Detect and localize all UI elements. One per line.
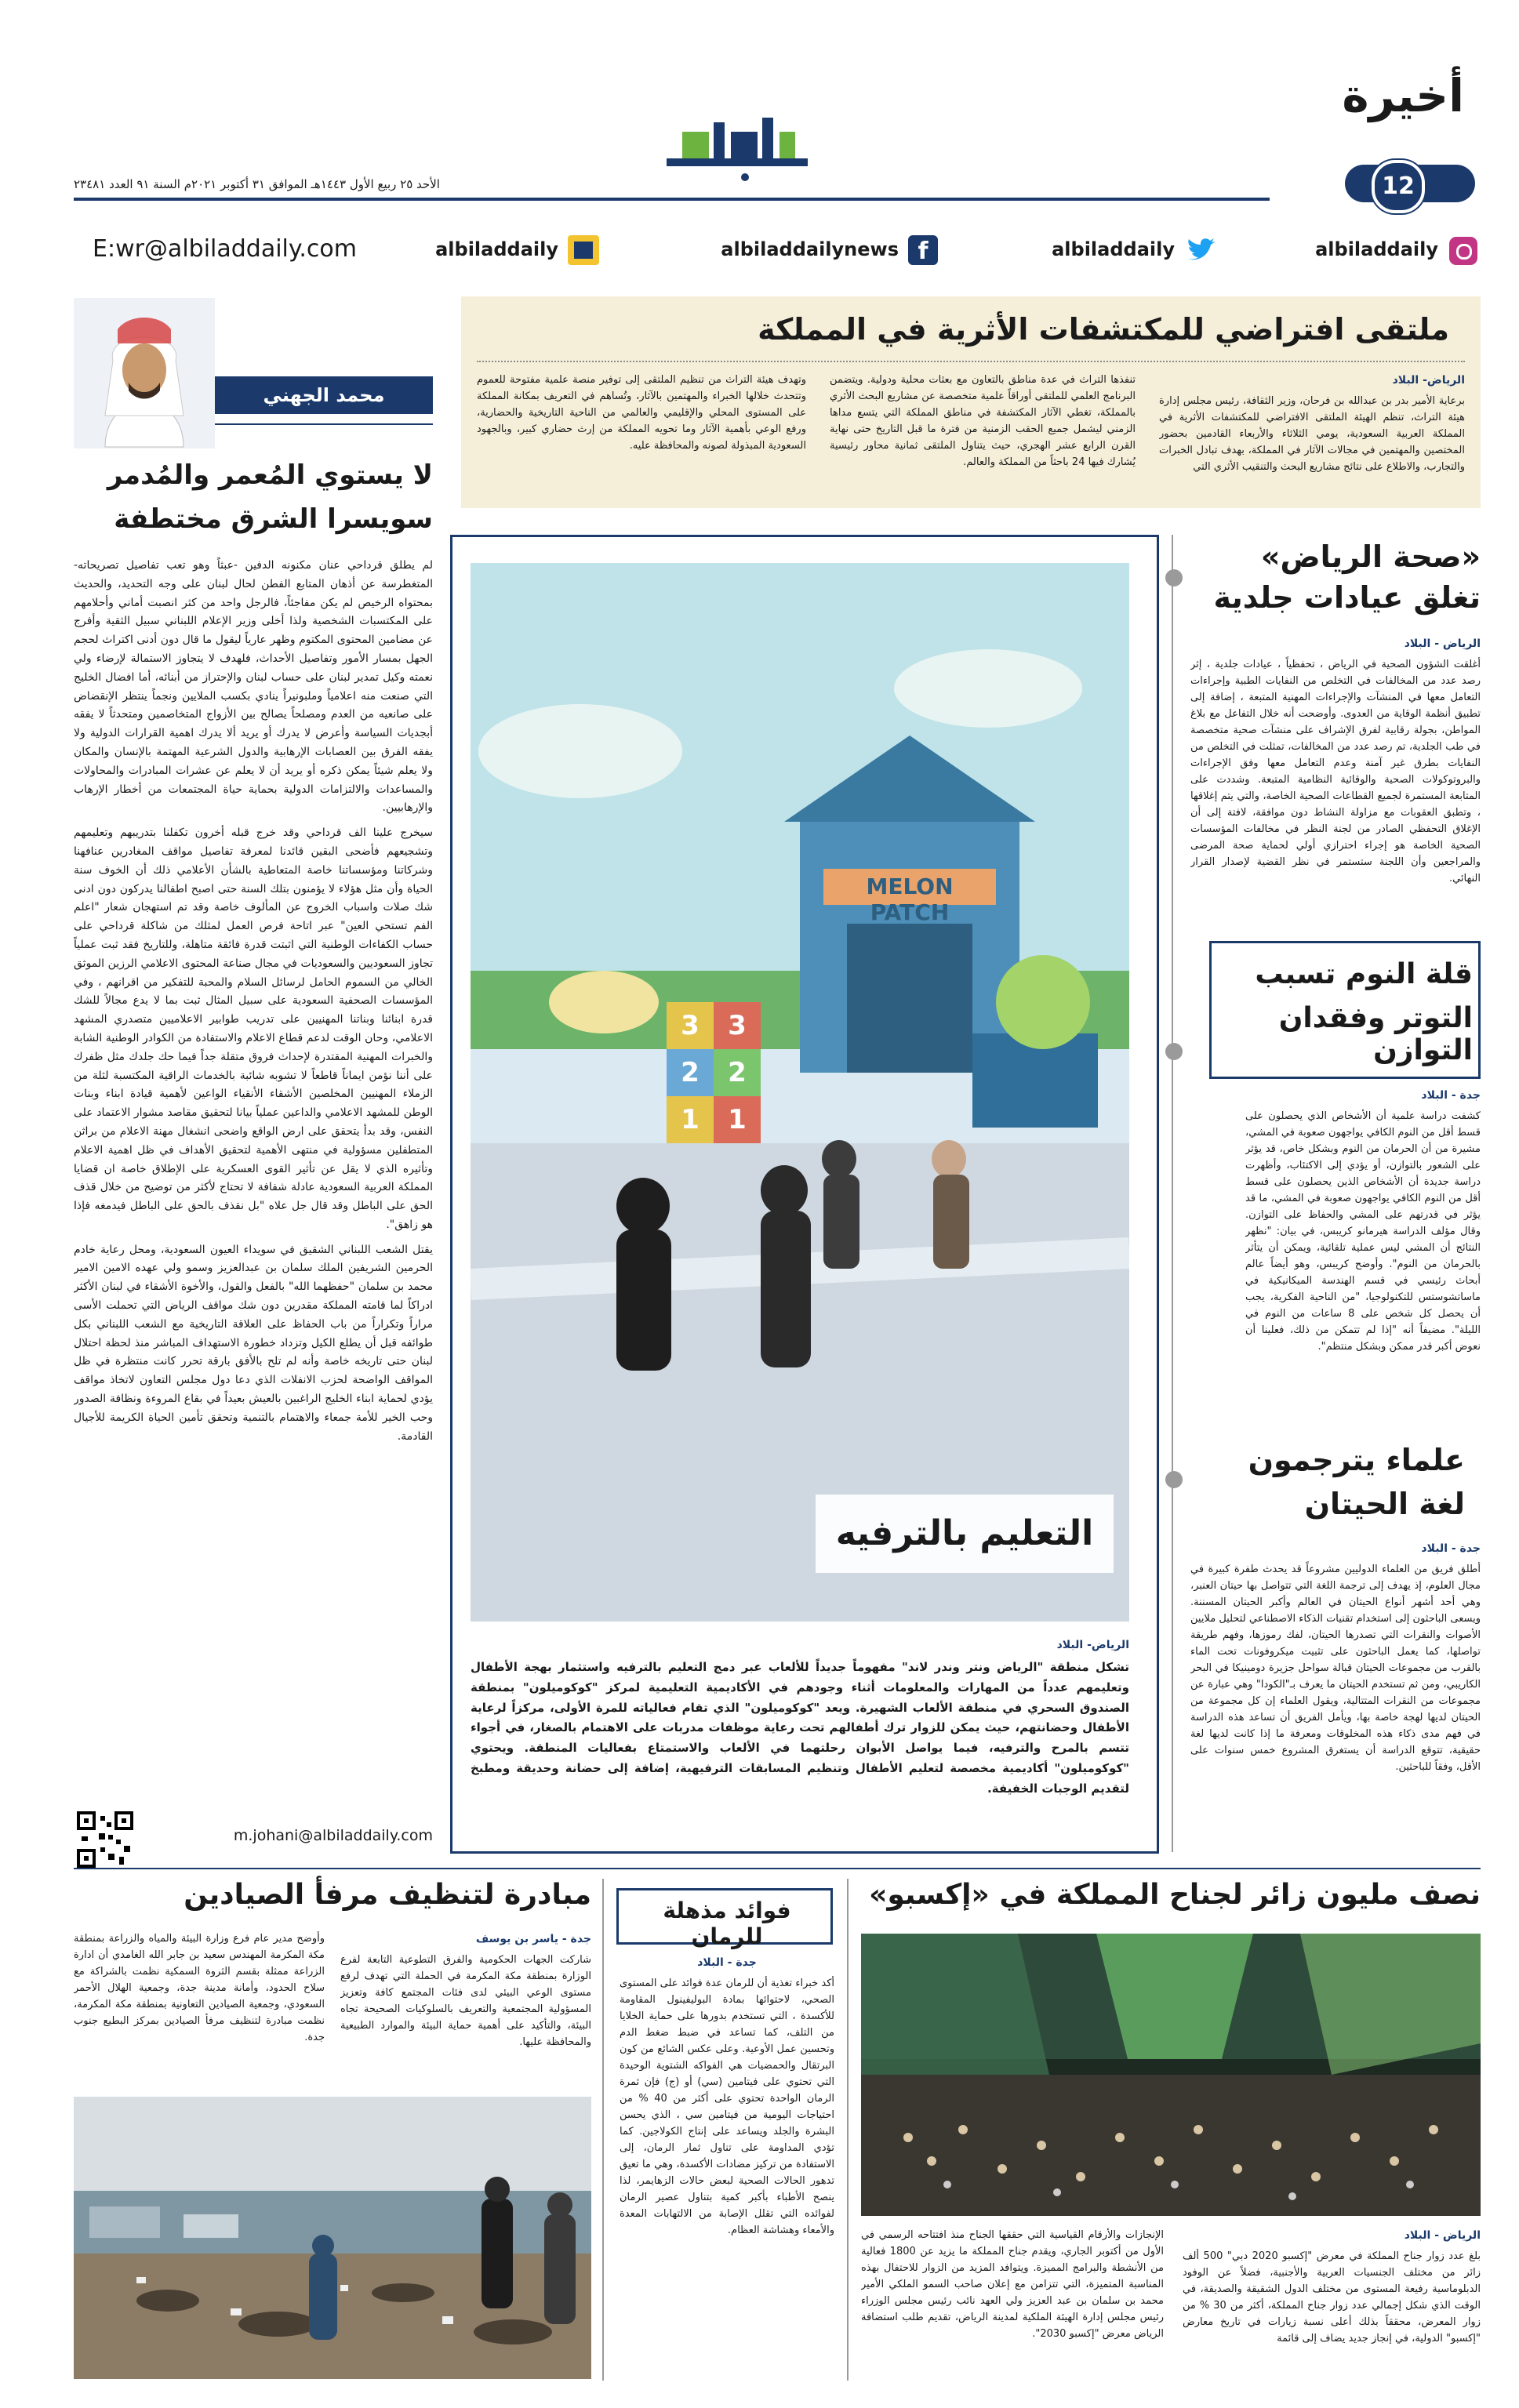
column-headline-1: لا يستوي المُعمر والمُدمر xyxy=(107,459,433,491)
top-story-divider xyxy=(477,361,1465,362)
pomegranate-text: أكد خبراء تغذية أن للرمان عدة فوائد على المستوى الصحي، لاحتوائها بمادة البوليفينول المقاومة للأكسدة ، التي تستخدم بدورها على حماية الخلايا من التلف، كما تساعد في ضبط ضغط الدم وتحسين عمل الأوعية. وعلى عكس الشائع من كون البرتقال والحمضيات هي الفواكه الشتوية الوحيدة التي تحتوي على فيتامين (سي) أو (ج) فإن ثمرة الرمان الواحدة تحتوي على أكثر من 40 % من احتياجات اليومية من فيتامين سي ، الذي يحسن البشرة والجلد ويساعد على إنتاج الكولاجين. كما تؤدي المداومة على تناول ثمار الرمان، إلى الاستفادة من تركيز مضادات الأكسدة، وهي ما تعيق تدهور الحالات الصحية لبعض حالات الزهايمر، لذا ينصح الأطباء بأكبر كمية بتناول عصير الرمان لفوائده التي تقلل الإصابة من الالتهابات المعدة والأمعاء وهشاشة العظام. xyxy=(620,1977,834,2237)
block-3: 2 xyxy=(681,1057,700,1088)
section-title: أخيرة xyxy=(1342,69,1464,122)
fishermen-photo xyxy=(74,2097,591,2379)
story2-headline-2: التوتر وفقدان التوازن xyxy=(1278,1002,1473,1066)
top-story-col1-text: برعاية الأمير بدر بن عبدالله بن فرحان، وزير الثقافة، رئيس مجلس إدارة هيئة التراث، تنظم الهيئة الملتقى الافتراضي للمكتشفات الأثرية في المملكة العربية السعودية، يومي الثلاثاء والأربعاء القادمين بحضور المختصين والمهتمين في مجالات الآثار في المملكة، بهدف تبادل الخبرات والتجارب، والاطلاع على نتائج مشاريع البحث والتنقيب الأثري التي xyxy=(1159,394,1465,473)
number-blocks xyxy=(667,1002,761,1143)
story1-byline: الرياض - البلاد xyxy=(1404,637,1481,650)
story3-body xyxy=(1190,1540,1481,1854)
expo-byline: الرياض - البلاد xyxy=(1404,2229,1481,2242)
author-photo xyxy=(74,298,215,449)
sidebar-story-whales xyxy=(1183,1443,1481,1858)
story1-text: أغلقت الشؤون الصحية في الرياض ، تحفظياً ، عيادات جلدية ، إثر رصد عدد من المخالفات في التخلص من النفايات الطبية وإجراءات التعامل معها في المنشآت والإجراءات المهنية المتبعة ، إضافة إلى تطبيق أنظمة الوقاية من العدوى. وأوضحت أنه خلال التفاعل مع بلاغ المواطن، بجولة رقابية لفرق الإشراف على منشآت صحية متخصصة في طب الجلدية، تم رصد عدد من المخالفات، تمثلت في التخلص من النفايات بطرق غير آمنة وعدم التعامل معها وفق الإجراءات والبروتوكولات الصحية والوقائية النظامية المتبعة. وشددت على المتابعة المستمرة لجميع القطاعات الصحية الخاصة، والتي يتم إغلاقها ، وتطبق العقوبات مع مزاولة النشاط دون موافقة، لافتة إلى أن الإغلاق التحفظي الصادر من لجنة النظر في مخالفات المؤسسات الصحية الخاصة هو إجراء احترازي أولي لحماية صحة المرضى والمراجعين وأن اللجنة ستستمر في نظر القضية لإصدار القرار النهائي. xyxy=(1190,658,1481,885)
feature-body: تشكل منطقة "الرياض ونتر وندر لاند" مفهوماً جديداً للألعاب عبر دمج التعليم بالترفيه واستثمار بهجة الأطفال وتعليمهم عدداً من المهارات والمعلومات أثناء وجودهم في الأكاديمية التعليمية لمركز "كوكوميلون" بمنطقة الصندوق السحري في منطقة الألعاب الشهيرة. ويعد "كوكوميلون" الذي تقام فعالياته للمرة الأولى، مركزاً لرعاية الأطفال وحضانتهم، حيث يمكن للزوار ترك أطفالهم تحت رعاية موظفات مدربات على الاهتمام بالصغار، في أجواء تتسم بالمرح والترفيه، فيما يواصل الأبوان رحلتهما في الألعاب والاستمتاع بفعاليات المنطقة. ويحتوي "كوكوميلون" أكاديمية مخصصة لتعليم الأطفال وتنظيم المسابقات الترفيهية، إضافة إلى حضانة وحديقة ومطبخ لتقديم الوجبات الخفيفة. xyxy=(471,1660,1129,1796)
expo-photo xyxy=(861,1934,1481,2216)
story2-body xyxy=(1245,1087,1481,1424)
email-link[interactable]: E:wr@albiladdaily.com xyxy=(93,235,357,263)
column-headline-2: سويسرا الشرق مختطفة xyxy=(114,503,433,535)
top-story-col2: تنفذها التراث في عدة مناطق بالتعاون مع بعثات محلية ودولية. ويتضمن البرنامج العلمي للملتقى أوراقاً علمية متخصصة عن مشاريع البحث الأثري بالمملكة، تغطي الآثار المكتشفة في مناطق المملكة التي يتسع مداها الزمني ليشمل جميع الحقب الزمنية من فترة ما قبل التاريخ حتى نهاية القرن الرابع عشر الهجري، حيث يتناول الملتقى ثمانية محاور رئيسية يُشارك فيها 24 باحثاً من المملكة والعالم. xyxy=(830,374,1136,469)
story3-headline-2: لغة الحيتان xyxy=(1304,1487,1465,1521)
facebook-icon: f xyxy=(908,235,938,265)
block-4: 2 xyxy=(728,1057,747,1088)
photo-caption-box xyxy=(816,1495,1114,1573)
pomegranate-story xyxy=(605,1879,849,2388)
facebook-handle: albiladdailynews xyxy=(721,238,899,260)
story1-headline-2: تغلق عيادات جلدية xyxy=(1213,580,1481,615)
story1-bullet-icon xyxy=(1165,569,1183,587)
fishermen-byline: جدة - ياسر بن يوسف xyxy=(475,1933,591,1945)
top-story-col1 xyxy=(1159,372,1465,505)
story2-byline: جدة - البلاد xyxy=(1421,1089,1481,1102)
block-1: 3 xyxy=(681,1010,700,1041)
instagram-link[interactable] xyxy=(1266,234,1477,268)
top-story-byline: الرياض- البلاد xyxy=(1392,374,1465,387)
block-2: 3 xyxy=(728,1010,747,1041)
fishermen-headline: مبادرة لتنظيف مرفأ الصيادين xyxy=(184,1879,591,1911)
story3-headline-1: علماء يترجمون xyxy=(1248,1443,1465,1477)
albilad-icon xyxy=(568,235,599,265)
expo-col1-text: بلغ عدد زوار جناح المملكة في معرض "إكسبو 2020 دبي" 500 ألف زائر من مختلف الجنسيات العربية والأجنبية، فضلاً عن الوفود الدبلوماسية رفيعة المستوى من مختلف الدول الشقيقة والصديقة، في الوقت الذي شكل إجمالي عدد زوار جناح المملكة، أكثر من 30 % من زوار المعرض، محققاً بذلك أعلى نسبة زيارات في تاريخ معارض "إكسبو" الدولية، في إنجاز جديد يضاف إلى قائمة xyxy=(1183,2250,1481,2344)
facebook-link[interactable] xyxy=(648,234,938,268)
masthead xyxy=(0,0,1519,220)
column-p2: سيخرج علينا الف قرداحي وقد خرج قبله أخرون تكفلنا بتدريبهم وتعليمهم وتشجيعهم فأضحى البقين قائدنا لمعرفة تفاصيل مواقف المغادرين عنافهنا وشركاتنا ومؤسساتنا خاصة المتعاطية بالشأن الأعلامي ذلك أن الخوف سنة الحياة وأن مثل هؤلاء لا يؤمنون بتلك السنة حتى اصبح اطفالنا يدركون دون ادنى شك صلات واسباب الخروج عن المألوف خاصة وقد تم استهجان شعار "اعلم الفم تستحي العين" عبر اتاحة فرص العمل لمثلك من شاكلة قرداحي على حساب الكفاءات الوطنية التي اثبتت قدرة فائقة متاهلة، وللتاريخ فقد ثبت عملياً تجاوز السعوديين والسعوديات في مجال صناعة المحتوى الاعلامي الرزين الموثق الخالي من السموم الحامل لرسائل السلام والمحبة للتفكير من اقرانهم ، وفي المؤسسات الصحفية السعودية على سبيل المثال ثبت بما لا يدع مجالاً للشك قدرة ابنائنا وبناتنا المهنيين على تدريب طوابير الاعلاميين متصدري المشهد الاعلامي، وحان الوقت لدعم قطاع الاعلام والاستفادة من الكوادر الوطنية الشابة والخبرات المهنية المقتدرة لإحداث فروق متقلة جداً فيما حك جلدك مثل ظفرك على أننا نؤمن ايماناً قاطعاً لا تشوبه شائبة بالخدمات الراقية المكتسبة لثلة من الزملاء المهنيين المخلصين الأشقاء الأنقياء الواعين لأهمية قيادة ابناء وبنات الوطن للمشهد الاعلامي والداعين عملياً بيانا لتحقيق مقاصد مشوار الاعتماد على النفس، وقد بدأ يتحقق على ارض الواقع واضحى انشغال مهنة الاعلام من براثن المتطفلين مسؤولية في منتهى الأهمية لتحقيق الأهداف في ظل اهمية الاعلام وتأثيره الذي لا يقل عن تأثير القوى العسكرية على الإطلاق خاصة ان قضايا المملكة العربية السعودية عادلة شفافة لا تحتاج لأكثر من توضيح من خلال قذف الحق على الباطل وقد قال جل علاه "بل نقذف بالحق على الباطل فيدمغه فإذا هو زاهق". xyxy=(74,826,433,1231)
dateline: الأحد ٢٥ ربيع الأول ١٤٤٣هـ الموافق ٣١ أكتوبر ٢٠٢١م السنة ٩١ العدد ٢٣٤٨١ xyxy=(74,177,440,191)
masthead-rule-left xyxy=(74,198,1270,201)
page-number-circle: 12 xyxy=(1372,160,1425,213)
twitter-handle: albiladdaily xyxy=(1052,238,1175,260)
story1-body xyxy=(1190,635,1481,933)
twitter-icon xyxy=(1184,235,1219,267)
bottom-row-rule xyxy=(74,1868,1481,1869)
pomegranate-body xyxy=(620,1954,834,2377)
story3-byline: جدة - البلاد xyxy=(1421,1542,1481,1555)
story2-headline-1: قلة النوم تسبب xyxy=(1255,958,1473,990)
block-5: 1 xyxy=(681,1104,700,1135)
feature-photo xyxy=(471,563,1129,1622)
twitter-link[interactable] xyxy=(991,234,1219,268)
instagram-handle: albiladdaily xyxy=(1315,238,1438,260)
column-email[interactable]: m.johani@albiladdaily.com xyxy=(233,1827,433,1844)
sidebar-story-sleep xyxy=(1183,941,1481,1427)
feature-byline: الرياض- البلاد xyxy=(1056,1639,1129,1651)
opinion-column xyxy=(74,298,433,1858)
story3-bullet-icon xyxy=(1165,1471,1183,1488)
story1-headline-1: «صحة الرياض» xyxy=(1260,539,1481,574)
melon-patch-sign: MELON PATCH xyxy=(866,873,954,925)
fishermen-col1 xyxy=(340,1930,591,2087)
column-p1: لم يطلق قرداحي عنان مكنونه الدفين -عبثاً وهو تعب تفاصيل تصريحاته- المتغطرسة عن أذهان المتابع الفطن لحال لبنان على وجه التحديد، والحديث بمحتواه الرخيص لم يكن مفاجئاً، فالرجل واحد من كثر انصبت أماني وأحلامهم على المكتسبات الشخصية ولذا أخلى وزير الإعلام اللبناني سبيل الثقية وأفرج عن مضامين المحتوى المكتوم وظهر عارياً ليقول ما قال دون أدنى اكتراث لحجم الجهل بمسار الأمور وتفاصيل الأحداث، فلهدف لا يتجاوز الاستمالة لإرضاء ولي نعمته وكيل تمدير لبنان على حساب لبنان والإحتراز من أبنائه، أما افضال الخليج التي صنعت منه اعلامياً وملبونيراً ينادي بكسب الملايين ونجماً ينتظر الإنقضاض على صانعيه من العدم ومصلحاً يصالح بين الأزواج المتخاصمين ومتحدثاً لا يفقه أبجديات السياسة وأعرض لا يدرك أو يريد ألا يدرك اهمية القرارات الدولية ولا يفقه الفرق بين العصابات الإرهابية والدول الشرعية المهتمة بالإنسان والمكان ولا يعلم شيئاً يمكن ذكره أو يريد أن لا يعلم عن عشرات المبادرات والمحاولات والمساعدات والالتزامات الدولية بحماية حياة المجتمعات من أخطار الإرهاب والإرهابيين. xyxy=(74,559,433,815)
fishermen-col2: وأوضح مدير عام فرع وزارة البيئة والمياه والزراعة بمنطقة مكة المكرمة المهندس سعيد بن جابر الله الغامدي أن ادارة الزراعة ممثلة بقسم الثروة السمكية نظمت بالشراكة مع سلاح الحدود، وأمانة مدينة جدة، وجمعية الهلال الأحمر السعودي، وجمعية الصيادين التعاونية بمنطقة مكة المكرمة، نظمت مبادرة لتنظيف مرفأ الصيادين بمركز البطيع جنوب جدة. xyxy=(74,1933,325,2044)
author-name-bar xyxy=(215,376,433,414)
expo-col1 xyxy=(1183,2227,1481,2384)
top-story-headline: ملتقى افتراضي للمكتشفات الأثرية في المملكة xyxy=(758,312,1449,347)
youtube-handle: albiladdaily xyxy=(435,238,558,260)
story3-text: أطلق فريق من العلماء الدوليين مشروعاً قد يحدث طفرة كبيرة في مجال العلوم، إذ يهدف إلى ترجمة اللغة التي تتواصل بها حيتان العنبر، وهي أحد أشهر أنواع الحيتان في العالم وأكبر الحيتان المسننة. ويسعى الباحثون إلى استخدام تقنيات الذكاء الاصطناعي لتحليل ملايين الأصوات والنقرات التي تصدرها الحيتان، لفك رموزها، وفهم طريقة تواصلها، كما يعمل الباحثون على تثبيت ميكروفونات تحت الماء بالقرب من مجموعات الحيتان قبالة سواحل جزيرة دومينيكا في البحر الكاريبي، ومن ثم تستخدم الحيتان ما يعرف بـ"الكودا" وهي عبارة عن مجموعات من النقرات المتتالية، ويقول العلماء إن كل مجموعة من الحيتان لديها لهجة خاصة بها، ويأمل الفريق أن تساعد هذه الدراسة في فهم مدى ذكاء هذه المخلوقات ومعرفة ما إذا كانت لديها لغة حقيقية، تتوقع الدراسة أن يستغرق المشروع خمس سنوات على الأقل، وفقاً للباحثين. xyxy=(1190,1563,1481,1774)
top-story xyxy=(461,296,1481,508)
column-body xyxy=(74,557,433,1811)
story2-text: كشفت دراسة علمية أن الأشخاص الذي يحصلون على قسط أقل من النوم الكافي يواجهون صعوبة في المشي، مشيرة من أن الحرمان من النوم وبشكل خاص، قد يؤثر على الشعور بالتوازن، أو يؤدي إلى الاكتئاب، وأظهرت دراسة جديدة أن الأشخاص الذين يحصلون على قسط أقل من النوم الكافي يواجهون صعوبة في المشي، ما قد يؤثر في قدرتهم على المشي والحفاظ على التوازن. وقال مؤلف الدراسة هيرمانو كريبس، في بيان: "نظهر النتائج أن المشي ليس عملية تلقائية، ويمكن أن يتأثر بالحرمان من النوم". وأوضح كريبس، وهو أيضاً عالم أبحاث رئيسي في قسم الهندسة الميكانيكية في ماساتشوستس للتكنولوجيا، "من الناحية الفكرية، يجب أن يحصل كل شخص على 8 ساعات من النوم في الليلة". مضيفاً أنه "إذا لم تتمكن من ذلك، فعلينا أن نعوض أكبر قدر ممكن وبشكل منتظم". xyxy=(1245,1110,1481,1353)
column-p3: يقتل الشعب اللبناني الشقيق في سويداء العيون السعودية، ومحل رعاية خادم الحرمين الشريفين الملك سلمان بن عبدالعزيز وسمو ولي عهده الامين الامير محمد بن سلمان "حفظهما الله" بالفعل والقول، والأخوة الأشقاء في لبنان الأكثر ادراكاً لما قامته المملكة مقدرين دون شك مواقف الرياض التي تحملت الأسى مراراً وتكراراً من باب الحفاظ على العلاقة التاريخية مع الشعب اللبناني بكل طوائفه قبل أن يطلع الكيل وتزداد خطورة الاستهداف المباشر منذ لحظة احتلال لبنان حتى تاريخه خاصة وأنه لم تلح بالأفق بارقة تحرر كانت منتظرة في ظل المواقف الواضحة لحزب الانفلات الذي دعا دول مجلس التعاون لاتخاذ مواقف يؤدي لحماية ابناء الخليج الراغبين بالعيش بعيداً في بقاع المروءة ونظافة الصدور وحب الخير للأمة جمعاء والاهتمام بالتنمية وتحقق تأمين الحياة الكريمة للأجيال القادمة. xyxy=(74,1243,433,1443)
pomegranate-headline: فوائد مذهلة للرمان xyxy=(663,1898,791,1949)
expo-story xyxy=(861,1879,1481,2388)
expo-col2: الإنجازات والأرقام القياسية التي حققها الجناح منذ افتتاحه الرسمي في الأول من أكتوبر الجاري، ويقدم جناح المملكة ما يزيد عن 1800 فعالية من الأنشطة والبرامج المميزة. ويتوافد المزيد من الزوار للاحتفال بهذه المناسبة المتميزة، التي تتزامن مع إعلان صاحب السمو الملكي الأمير محمد بن سلمان بن عبد العزيز ولي العهد نائب رئيس مجلس الوزراء رئيس مجلس إدارة الهيئة الملكية لمدينة الرياض، تقديم طلب استضافة الرياض معرض "إكسبو 2030". xyxy=(861,2229,1164,2341)
fishermen-col1-text: شاركت الجهات الحكومية والفرق التطوعية التابعة لفرع الوزارة بمنطقة مكة المكرمة في الحملة التي تهدف لرفع مستوى الوعي البيئي لدى فئات المجتمع كافة وتعزيز المسؤولية المجتمعية والتعريف بالسلوكيات الصحيحة تجاه البيئة، والتأكيد على أهمية حماية البيئة والموارد الطبيعية والمحافظة عليها. xyxy=(340,1953,591,2048)
sidebar-vertical-rule xyxy=(1172,535,1173,1852)
youtube-link[interactable] xyxy=(364,234,599,268)
expo-headline: نصف مليون زائر لجناح المملكة في «إكسبو» xyxy=(869,1879,1481,1911)
photo-caption: التعليم بالترفيه xyxy=(835,1513,1094,1553)
sidebar-story-health xyxy=(1183,535,1481,927)
qr-code[interactable] xyxy=(77,1811,133,1868)
block-6: 1 xyxy=(728,1104,747,1135)
instagram-icon xyxy=(1449,237,1477,265)
top-story-col3: وتهدف هيئة التراث من تنظيم الملتقى إلى توفير منصة علمية مفتوحة للعموم وتتحدث خلالها الخبراء والمهتمين بالآثار، وتُساهم في التعريف بمكانة المملكة على المستوى المحلي والإقليمي والعالمي من الناحية التاريخية والحضارية، ورفع الوعي بأهمية الآثار وما تحويه المملكة من إرث حضاري كبير، وبالجهود السعودية المبذولة لصونه والمحافظة عليه. xyxy=(477,374,806,452)
author-name: محمد الجهني xyxy=(263,384,385,406)
author-rule xyxy=(215,423,433,447)
feature-text xyxy=(471,1636,1129,1840)
fishermen-story xyxy=(74,1879,591,2388)
pomegranate-byline: جدة - البلاد xyxy=(697,1956,757,1969)
social-bar xyxy=(74,234,1477,268)
story2-bullet-icon xyxy=(1165,1043,1183,1060)
